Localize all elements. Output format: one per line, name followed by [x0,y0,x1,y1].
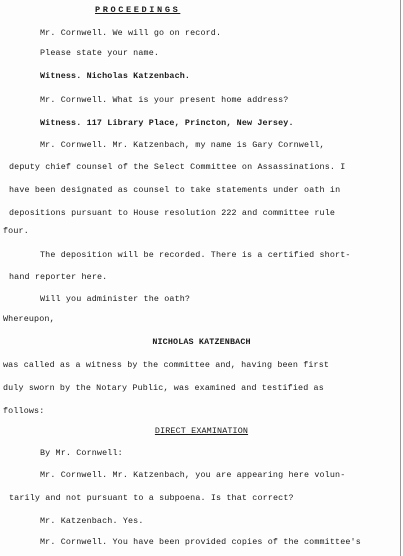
transcript-line: Will you administer the oath? [40,294,191,304]
page-edge-line [400,0,401,556]
transcript-line: was called as a witness by the committee and, having been first [3,360,330,370]
transcript-line: Mr. Katzenbach. Yes. [40,516,144,526]
transcript-line: duly sworn by the Notary Public, was examined and testified as [3,383,324,393]
transcript-line: Witness. 117 Library Place, Princton, New Jersey. [40,118,294,128]
transcript-line: depositions pursuant to House resolution 222 and committee rule [9,208,336,218]
transcript-line: By Mr. Cornwell: [40,448,123,458]
transcript-line: Witness. Nicholas Katzenbach. [40,71,191,81]
transcript-line: hand reporter here. [9,272,108,282]
transcript-line: Whereupon, [3,314,55,324]
transcript-line: tarily and not pursuant to a subpoena. Is that correct? [9,493,294,503]
document-title: PROCEEDINGS [95,5,181,15]
transcript-line: have been designated as counsel to take statements under oath in [9,185,341,195]
transcript-line: Mr. Cornwell. We will go on record. [40,28,222,38]
transcript-line: Please state your name. [40,48,160,58]
transcript-line: four. [3,226,29,236]
section-heading: DIRECT EXAMINATION [154,426,249,436]
transcript-line: follows: [3,406,45,416]
transcript-line: Mr. Cornwell. Mr. Katzenbach, you are appearing here volun- [40,470,346,480]
transcript-line: Mr. Cornwell. Mr. Katzenbach, my name is Gary Cornwell, [40,140,325,150]
transcript-line: deputy chief counsel of the Select Committee on Assassinations. I [9,162,346,172]
witness-name-heading: NICHOLAS KATZENBACH [152,337,251,347]
transcript-line: Mr. Cornwell. You have been provided copies of the committee's [40,537,361,547]
transcript-line: Mr. Cornwell. What is your present home address? [40,95,289,105]
transcript-line: The deposition will be recorded. There is a certified short- [40,250,351,260]
